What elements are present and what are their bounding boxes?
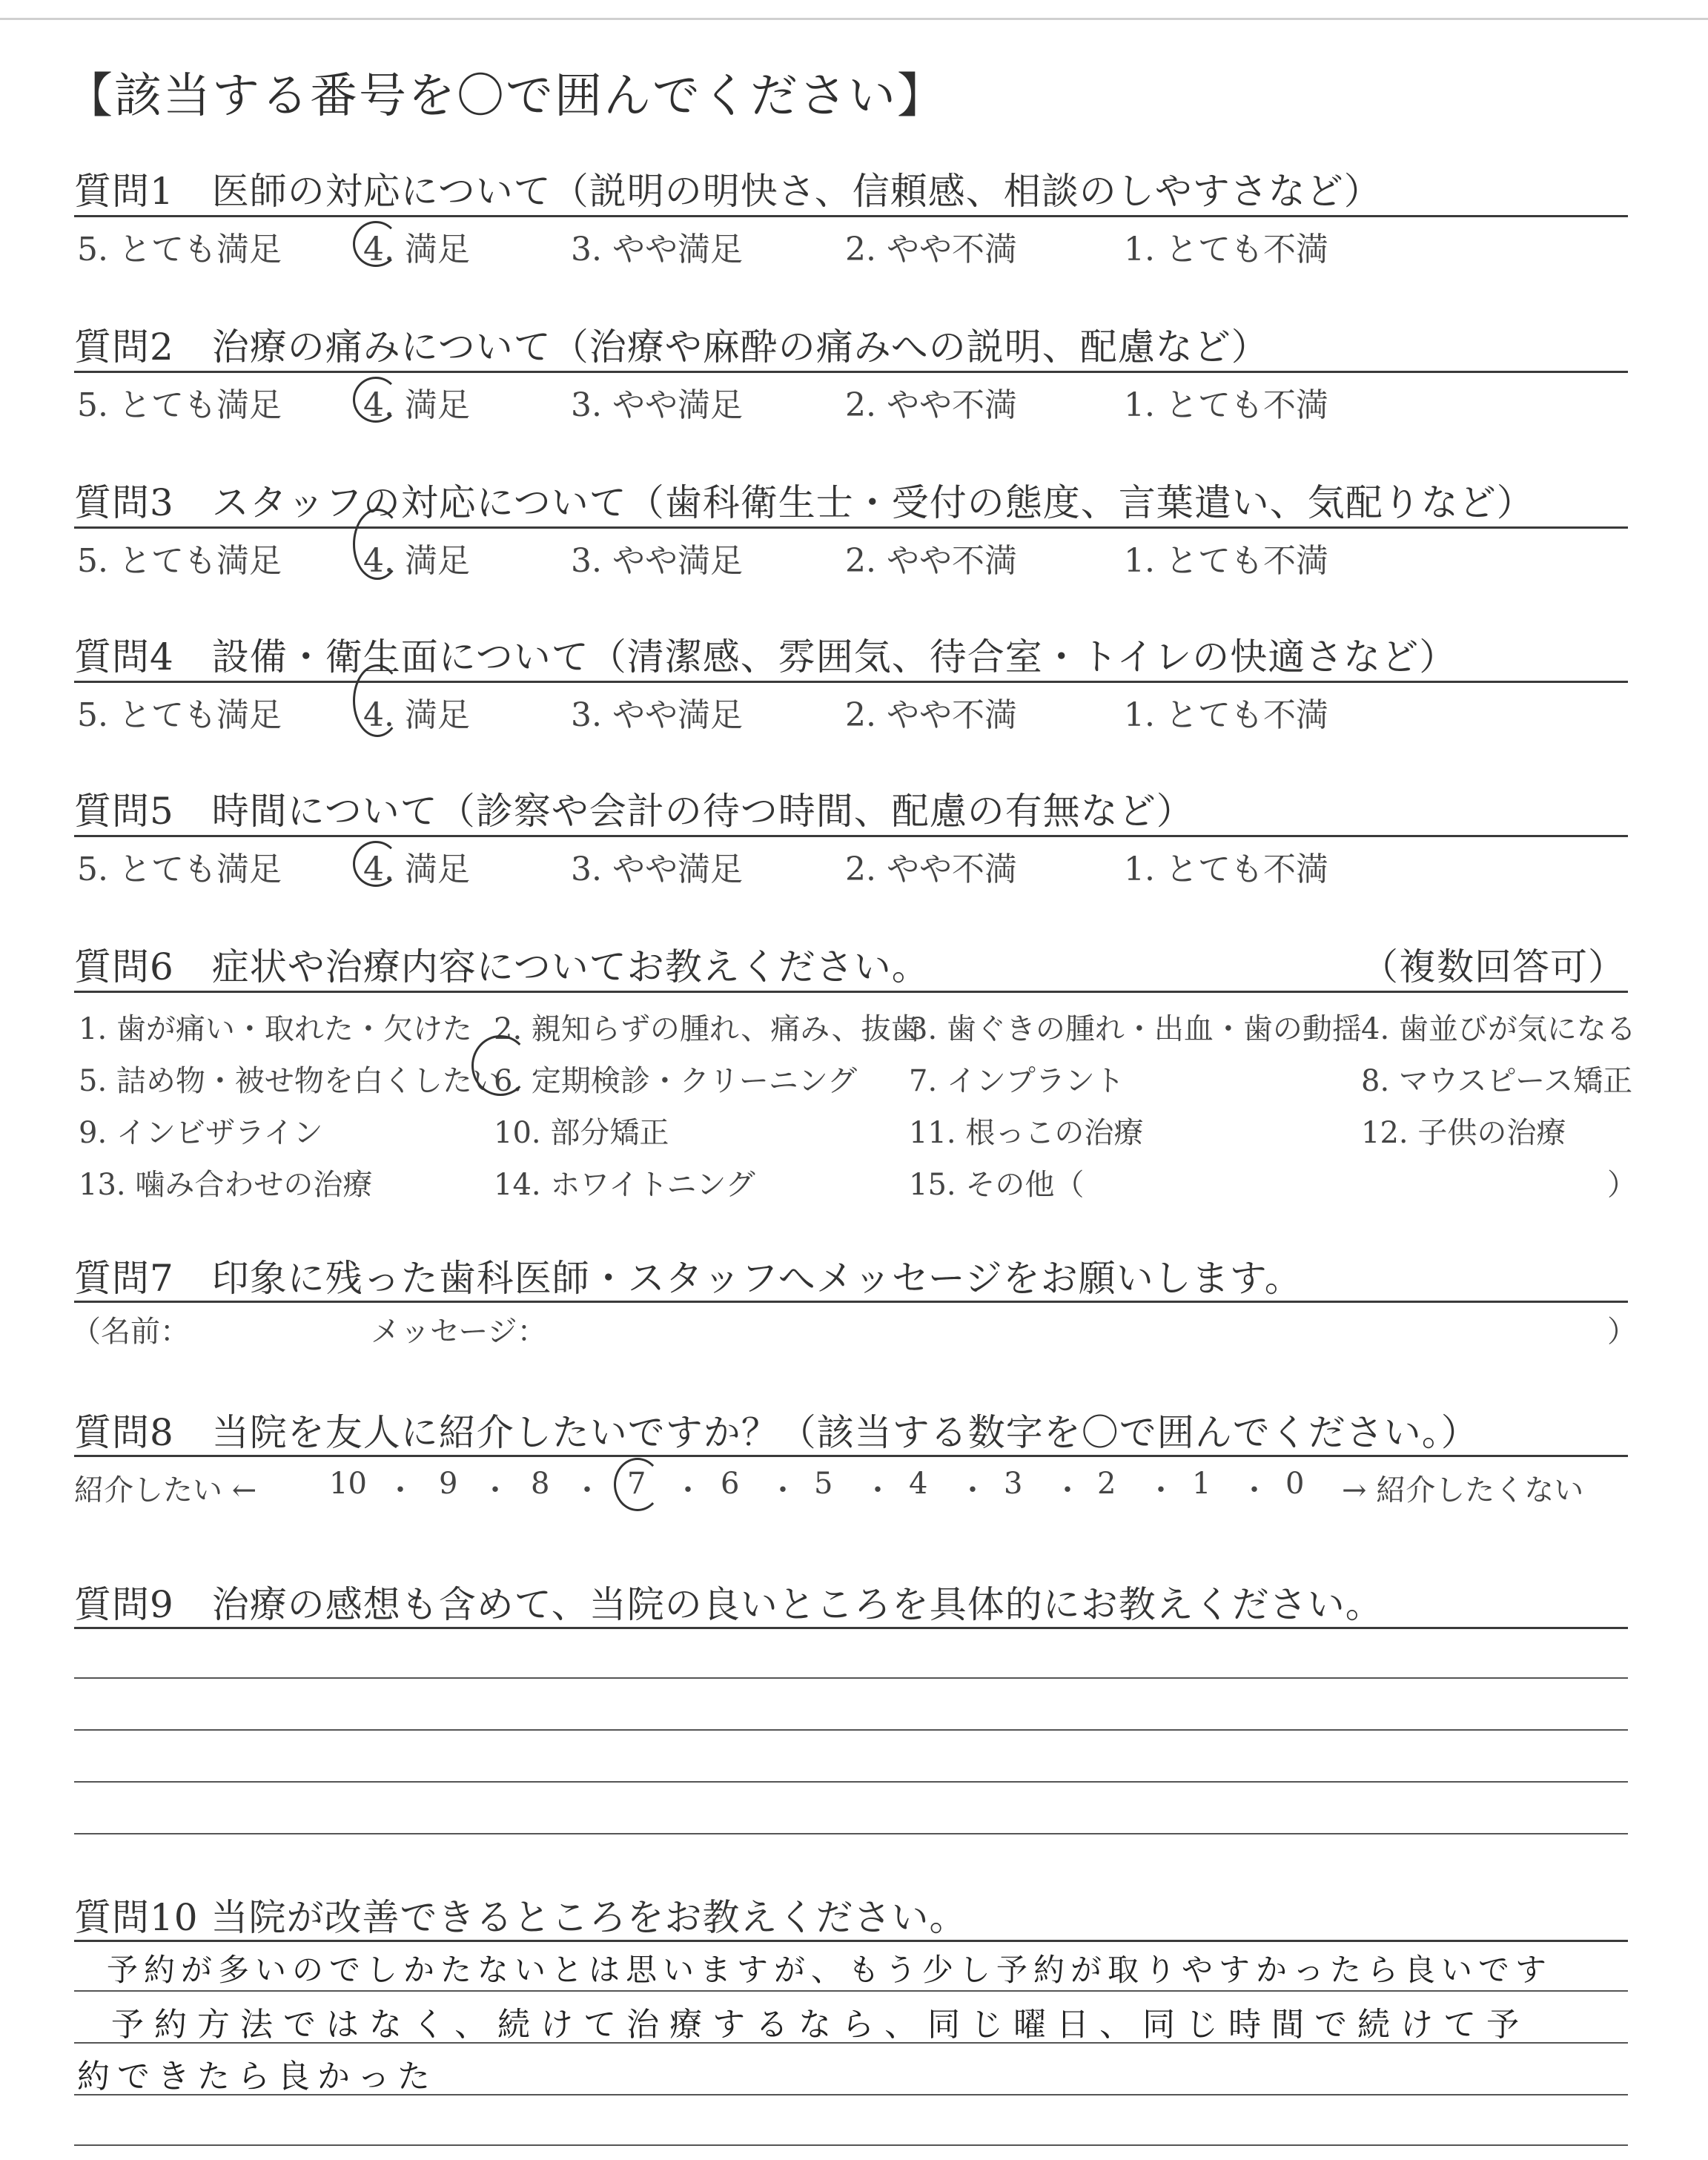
q6-item-3[interactable]: 3. 歯ぐきの腫れ・出血・歯の動揺 bbox=[909, 1012, 1362, 1046]
q8-score-5[interactable]: 5 bbox=[814, 1467, 833, 1501]
q5-selection-circle bbox=[353, 841, 399, 887]
question-8-rule bbox=[74, 1455, 1628, 1457]
q1-option-1[interactable]: 1. とても不満 bbox=[1124, 231, 1328, 268]
q8-dot: ・ bbox=[863, 1473, 893, 1507]
q5-option-1[interactable]: 1. とても不満 bbox=[1124, 851, 1328, 888]
q6-item-8[interactable]: 8. マウスピース矯正 bbox=[1361, 1064, 1633, 1098]
q6-item-14[interactable]: 14. ホワイトニング bbox=[494, 1168, 755, 1202]
question-2-title: 質問2 治療の痛みについて（治療や麻酔の痛みへの説明、配慮など） bbox=[74, 326, 1269, 369]
q8-dot: ・ bbox=[1053, 1473, 1082, 1507]
q10-handwritten-line-3: 約できたら良かった bbox=[77, 2058, 437, 2095]
q10-answer-line[interactable] bbox=[74, 2144, 1628, 2146]
q6-item-4[interactable]: 4. 歯並びが気になる bbox=[1361, 1012, 1636, 1046]
q4-option-2[interactable]: 2. やや不満 bbox=[845, 696, 1017, 734]
q8-dot: ・ bbox=[768, 1473, 798, 1507]
q4-option-1[interactable]: 1. とても不満 bbox=[1124, 696, 1328, 734]
q3-option-1[interactable]: 1. とても不満 bbox=[1124, 542, 1328, 580]
question-6-rule bbox=[74, 991, 1628, 993]
q3-selection-circle bbox=[353, 509, 402, 580]
q8-score-0[interactable]: 0 bbox=[1285, 1467, 1305, 1501]
question-6-title: 質問6 症状や治療内容についてお教えください。 bbox=[74, 945, 930, 988]
q8-dot: ・ bbox=[958, 1473, 987, 1507]
scan-top-edge bbox=[0, 18, 1708, 20]
q9-answer-line[interactable] bbox=[74, 1729, 1628, 1731]
question-1-rule bbox=[74, 215, 1628, 217]
question-7-title: 質問7 印象に残った歯科医師・スタッフへメッセージをお願いします。 bbox=[74, 1257, 1302, 1300]
q10-handwritten-line-1: 予約が多いのでしかたないとは思いますが、もう少し予約が取りやすかったら良いです bbox=[107, 1952, 1553, 1988]
q7-name-label[interactable]: （名前： bbox=[71, 1315, 190, 1349]
q6-selection-circle bbox=[471, 1035, 529, 1096]
q6-item-12[interactable]: 12. 子供の治療 bbox=[1361, 1116, 1566, 1150]
q3-option-5[interactable]: 5. とても満足 bbox=[77, 542, 282, 580]
q8-dot: ・ bbox=[1146, 1473, 1176, 1507]
q6-item-2[interactable]: 2. 親知らずの腫れ、痛み、抜歯 bbox=[494, 1012, 921, 1046]
q6-item-9[interactable]: 9. インビザライン bbox=[79, 1116, 323, 1150]
q8-dot: ・ bbox=[1239, 1473, 1269, 1507]
q6-item-1[interactable]: 1. 歯が痛い・取れた・欠けた bbox=[79, 1012, 472, 1046]
question-2-rule bbox=[74, 371, 1628, 373]
q2-option-5[interactable]: 5. とても満足 bbox=[77, 386, 282, 424]
q8-score-9[interactable]: 9 bbox=[439, 1467, 458, 1501]
q9-answer-line[interactable] bbox=[74, 1781, 1628, 1783]
question-10-title: 質問10 当院が改善できるところをお教えください。 bbox=[74, 1896, 967, 1939]
q1-option-5[interactable]: 5. とても満足 bbox=[77, 231, 282, 268]
q7-close-paren: ） bbox=[1607, 1315, 1637, 1349]
question-9-title: 質問9 治療の感想も含めて、当院の良いところを具体的にお教えください。 bbox=[74, 1583, 1383, 1626]
q6-item-15-close: ） bbox=[1607, 1168, 1637, 1202]
q2-option-4[interactable]: 4. 満足 bbox=[363, 386, 470, 424]
q8-score-6[interactable]: 6 bbox=[721, 1467, 740, 1501]
q5-option-4[interactable]: 4. 満足 bbox=[363, 851, 470, 888]
q1-option-2[interactable]: 2. やや不満 bbox=[845, 231, 1017, 268]
question-8-title: 質問8 当院を友人に紹介したいですか？（該当する数字を〇で囲んでください。） bbox=[74, 1411, 1479, 1454]
q9-answer-line[interactable] bbox=[74, 1833, 1628, 1834]
q2-option-1[interactable]: 1. とても不満 bbox=[1124, 386, 1328, 424]
q6-item-7[interactable]: 7. インプラント bbox=[909, 1064, 1125, 1098]
question-7-rule bbox=[74, 1301, 1628, 1303]
q4-option-5[interactable]: 5. とても満足 bbox=[77, 696, 282, 734]
q5-option-5[interactable]: 5. とても満足 bbox=[77, 851, 282, 888]
q8-score-2[interactable]: 2 bbox=[1097, 1467, 1116, 1501]
q4-option-4[interactable]: 4. 満足 bbox=[363, 696, 470, 734]
q3-option-3[interactable]: 3. やや満足 bbox=[571, 542, 743, 580]
q2-option-2[interactable]: 2. やや不満 bbox=[845, 386, 1017, 424]
q8-dot: ・ bbox=[480, 1473, 510, 1507]
q7-message-label[interactable]: メッセージ： bbox=[371, 1315, 547, 1349]
q2-selection-circle bbox=[353, 377, 399, 423]
q8-dot: ・ bbox=[572, 1473, 602, 1507]
question-1-title: 質問1 医師の対応について（説明の明快さ、信頼感、相談のしやすさなど） bbox=[74, 170, 1382, 213]
q3-option-2[interactable]: 2. やや不満 bbox=[845, 542, 1017, 580]
q8-dot: ・ bbox=[385, 1473, 415, 1507]
question-3-title: 質問3 スタッフの対応について（歯科衛生士・受付の態度、言葉遣い、気配りなど） bbox=[74, 481, 1535, 524]
q1-option-3[interactable]: 3. やや満足 bbox=[571, 231, 743, 268]
q8-selection-circle bbox=[614, 1458, 661, 1511]
question-4-rule bbox=[74, 681, 1628, 683]
q2-option-3[interactable]: 3. やや満足 bbox=[571, 386, 743, 424]
q6-item-13[interactable]: 13. 噛み合わせの治療 bbox=[79, 1168, 373, 1202]
q8-score-4[interactable]: 4 bbox=[909, 1467, 928, 1501]
question-3-rule bbox=[74, 526, 1628, 529]
page-header: 【該当する番号を〇で囲んでください】 bbox=[65, 69, 946, 124]
question-4-title: 質問4 設備・衛生面について（清潔感、雰囲気、待合室・トイレの快適さなど） bbox=[74, 635, 1457, 678]
question-9-rule bbox=[74, 1627, 1628, 1629]
q9-answer-line[interactable] bbox=[74, 1677, 1628, 1679]
q4-option-3[interactable]: 3. やや満足 bbox=[571, 696, 743, 734]
q1-selection-circle bbox=[353, 221, 399, 267]
question-10-rule bbox=[74, 1940, 1628, 1942]
q8-score-10[interactable]: 10 bbox=[329, 1467, 367, 1501]
q3-option-4[interactable]: 4. 満足 bbox=[363, 542, 470, 580]
q8-score-1[interactable]: 1 bbox=[1192, 1467, 1211, 1501]
q8-score-8[interactable]: 8 bbox=[531, 1467, 550, 1501]
q6-item-11[interactable]: 11. 根っこの治療 bbox=[909, 1116, 1144, 1150]
q6-item-5[interactable]: 5. 詰め物・被せ物を白くしたい bbox=[79, 1064, 502, 1098]
q6-item-10[interactable]: 10. 部分矯正 bbox=[494, 1116, 669, 1150]
q5-option-3[interactable]: 3. やや満足 bbox=[571, 851, 743, 888]
q1-option-4[interactable]: 4. 満足 bbox=[363, 231, 470, 268]
q8-score-3[interactable]: 3 bbox=[1004, 1467, 1023, 1501]
question-5-title: 質問5 時間について（診察や会計の待つ時間、配慮の有無など） bbox=[74, 790, 1194, 833]
q10-handwritten-line-2: 予約方法ではなく、続けて治療するなら、同じ曜日、同じ時間で続けて予 bbox=[111, 2006, 1530, 2044]
question-6-multi-note: （複数回答可） bbox=[1361, 945, 1626, 988]
question-5-rule bbox=[74, 835, 1628, 837]
q4-selection-circle bbox=[353, 664, 402, 737]
q6-item-6[interactable]: 6. 定期検診・クリーニング bbox=[494, 1064, 858, 1098]
q8-right-label: → 紹介したくない bbox=[1342, 1473, 1584, 1507]
q6-item-15[interactable]: 15. その他（ bbox=[909, 1168, 1085, 1202]
q8-left-label: 紹介したい ← bbox=[74, 1473, 257, 1507]
q8-score-7[interactable]: 7 bbox=[627, 1467, 646, 1501]
q10-answer-line[interactable] bbox=[74, 1990, 1628, 1992]
q8-dot: ・ bbox=[673, 1473, 703, 1507]
q5-option-2[interactable]: 2. やや不満 bbox=[845, 851, 1017, 888]
